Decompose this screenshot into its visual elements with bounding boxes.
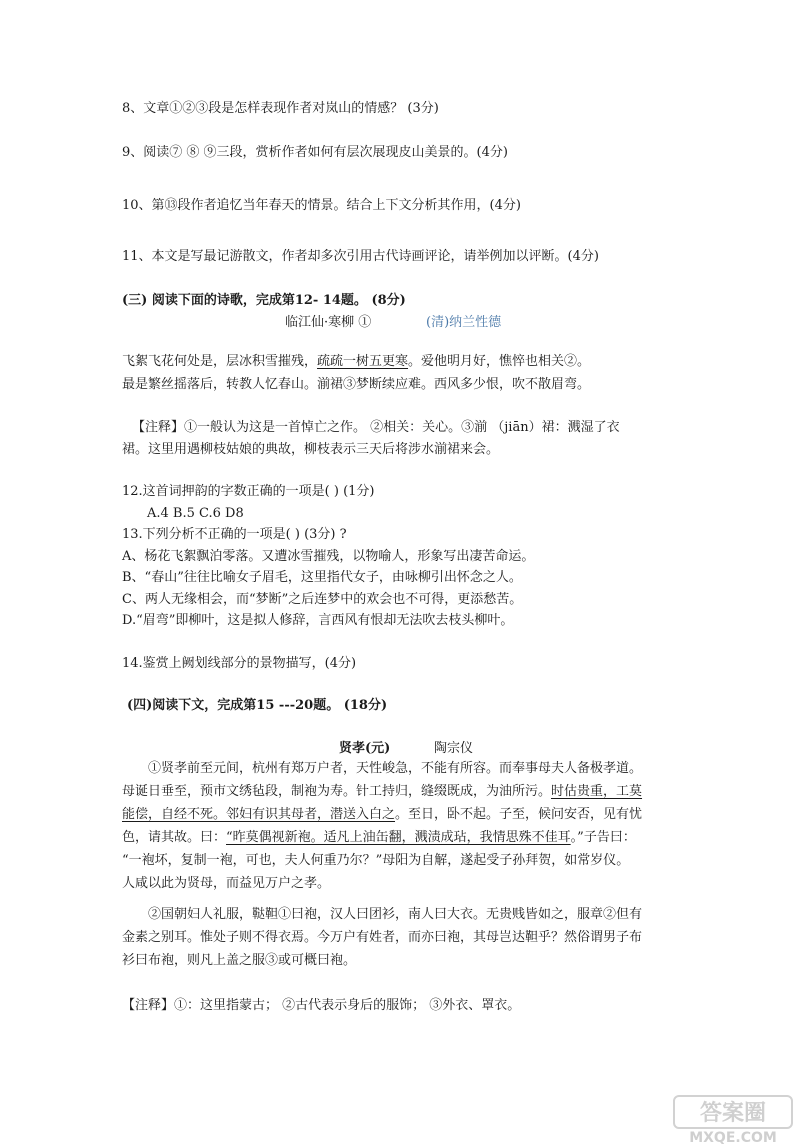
question-9: 9、阅读⑦ ⑧ ⑨三段，赏析作者如何有层次展现皮山美景的。(4分) [122,145,508,160]
passage-p2-line-2: 金素之别耳。惟处子则不得衣焉。今万户有姓者，而亦曰袍，其母岂达靼乎？然俗谓男子布 [122,930,643,945]
passage-p1-line-1: ①贤孝前至元间，杭州有郑万户者，天性峻急，不能有所容。而奉事母夫人备极孝道。 [148,761,643,776]
poem-line-1 [122,353,590,371]
poem-line-2: 最是繁丝摇落后，转教人忆春山。湔裙③梦断续应难。西风多少恨，吹不散眉弯。 [122,377,591,392]
passage-p2-line-3: 衫曰布袍，则凡上盖之服③或可概曰袍。 [122,953,357,968]
passage-p1-line-3 [122,806,642,824]
poem-author: (清)纳兰性德 [426,315,502,330]
poem-line-1-b: 。爱他明月好，憔悴也相关②。 [408,354,591,369]
question-8: 8、文章①②③段是怎样表现作者对岚山的情感？ (3分) [122,101,439,116]
question-13-option-b: B、“春山”往往比喻女子眉毛，这里指代女子，由咏柳引出怀念之人。 [122,570,522,585]
question-12-options: A.4 B.5 C.6 D8 [147,506,244,521]
question-13-option-c: C、两人无缘相会，而“梦断”之后连梦中的欢会也不可得，更添愁苦。 [122,592,523,607]
passage-p1-line-5: “一袍坏，复制一袍，可也，夫人何重乃尔？”母阳为自解，遂起受子孙拜贺，如常岁仪。 [122,853,630,868]
poem-title: 临江仙·寒柳 ① [285,315,372,330]
question-13: 13.下列分析不正确的一项是( ) (3分) ? [122,527,347,542]
passage-p1-line-4-b: 。”子告曰： [570,830,636,845]
passage-note: 【注释】①：这里指蒙古； ②古代表示身后的服饰； ③外衣、罩衣。 [122,998,521,1013]
passage-p1-line-4-a: 色，请其故。曰： [122,830,227,845]
passage-p1-line-4-underlined: “昨莫偶视新袍。适凡上油缶翻，溅渍成玷，我情思殊不佳耳 [226,830,571,845]
passage-p1-line-4 [122,829,636,847]
passage-p1-line-3-b: 。至日，卧不起。子至，候问安否，见有忧 [395,807,643,822]
question-12: 12.这首词押韵的字数正确的一项是( ) (1分) [122,484,375,499]
section-4-heading: (四)阅读下文，完成第15 ---20题。 (18分) [127,698,388,713]
question-14: 14.鉴赏上阙划线部分的景物描写，(4分) [122,656,357,671]
poem-note-line-2: 裙。这里用遇柳枝姑娘的典故，柳枝表示三天后将涉水湔裙来会。 [122,442,500,457]
passage-p1-line-2 [122,783,642,801]
passage-p1-line-2-underlined: 时估贵重，工莫 [551,784,643,799]
passage-author: 陶宗仪 [434,741,474,756]
question-13-option-d: D.“眉弯”即柳叶，这是拟人修辞，言西风有恨却无法吹去枝头柳叶。 [122,613,514,628]
passage-p1-line-3-underlined: 能偿，自经不死。邻妇有识其母者，潜送入白之 [122,807,396,822]
question-13-option-a: A、杨花飞絮飘泊零落。又遭冰雪摧残，以物喻人，形象写出凄苦命运。 [122,549,535,564]
watermark-bottom-text: MXQE.COM [689,1130,777,1146]
watermark-top-text: 答案圈 [699,1101,767,1126]
passage-p2-line-1: ②国朝妇人礼服，鞑靼①曰袍，汉人曰团衫，南人曰大衣。无贵贱皆如之，服章②但有 [148,907,643,922]
passage-p1-line-2-a: 母诞日垂至，预市文绣毡段，制袍为寿。针工持归，缝缀既成，为油所污。 [122,784,552,799]
section-3-heading: (三) 阅读下面的诗歌，完成第12- 14题。 (8分) [122,293,406,308]
question-10: 10、第⑬段作者追忆当年春天的情景。结合上下文分析其作用，(4分) [122,198,521,213]
poem-line-1-underlined: 疏疏一树五更寒 [317,354,409,369]
watermark-logo [660,1090,810,1146]
passage-title: 贤孝(元) [339,741,391,756]
poem-line-1-a: 飞絮飞花何处是，层冰积雪摧残， [122,354,318,369]
poem-note-line-1: 【注释】①一般认为这是一首悼亡之作。 ②相关：关心。③湔 （jiān）裙：溅湿了衣 [132,420,620,435]
passage-p1-line-6: 人咸以此为贤母，而益见万户之孝。 [122,876,331,891]
question-11: 11、本文是写最记游散文，作者却多次引用古代诗画评论，请举例加以评断。(4分) [122,249,599,264]
